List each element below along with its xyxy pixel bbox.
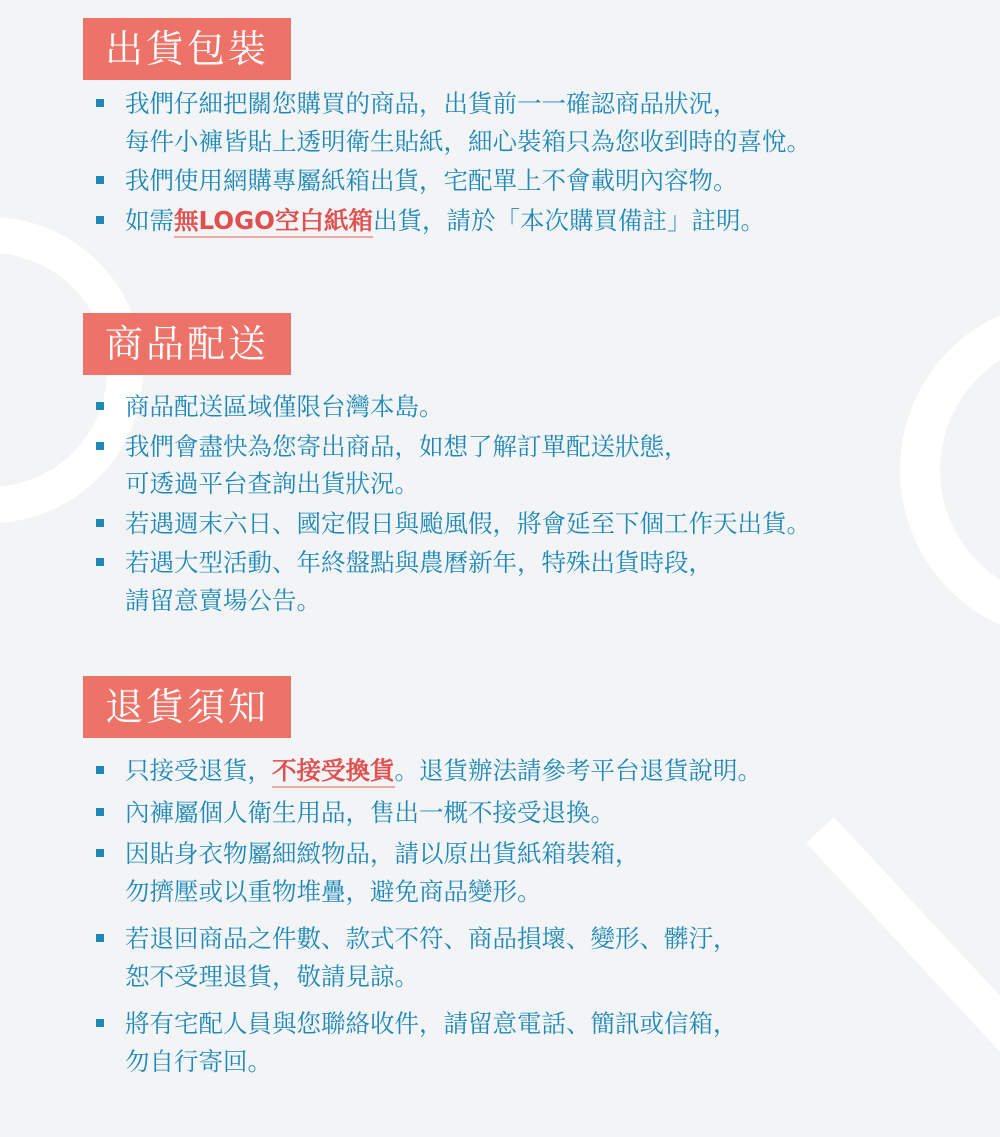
square-bullet-icon — [96, 849, 104, 857]
list-item — [96, 428, 811, 503]
item-text-before: 只接受退貨， — [125, 756, 272, 785]
highlight-text-no-logo-box: 無LOGO空白紙箱 — [174, 206, 373, 238]
list-item — [96, 835, 762, 910]
list-item — [96, 85, 811, 160]
list-item — [96, 162, 811, 200]
square-bullet-icon — [96, 934, 104, 942]
item-line: 恕不受理退貨，敬請見諒。 — [125, 961, 419, 991]
item-text-after: 出貨，請於「本次購買備註」註明。 — [373, 205, 766, 235]
packaging-list — [96, 85, 811, 239]
square-bullet-icon — [96, 1019, 104, 1027]
item-line: 若退回商品之件數、款式不符、商品損壞、變形、髒汙， — [125, 924, 738, 953]
item-line: 內褲屬個人衛生用品，售出一概不接受退換。 — [125, 797, 615, 827]
item-line: 請留意賣場公告。 — [125, 585, 321, 615]
item-line: 勿自行寄回。 — [125, 1046, 272, 1076]
list-item — [96, 505, 811, 543]
item-text-before: 如需 — [125, 205, 174, 235]
list-item — [96, 920, 762, 995]
square-bullet-icon — [96, 176, 104, 184]
item-line: 將有宅配人員與您聯絡收件，請留意電話、簡訊或信箱， — [125, 1009, 738, 1038]
item-line: 勿擠壓或以重物堆疊，避免商品變形。 — [125, 876, 542, 906]
square-bullet-icon — [96, 766, 104, 774]
square-bullet-icon — [96, 808, 104, 816]
section-heading-packaging: 出貨包裝 — [83, 18, 291, 80]
list-item — [96, 388, 811, 426]
square-bullet-icon — [96, 519, 104, 527]
list-item — [96, 794, 762, 832]
square-bullet-icon — [96, 402, 104, 410]
list-item — [96, 1005, 762, 1080]
list-item — [96, 202, 811, 240]
square-bullet-icon — [96, 216, 104, 224]
item-line: 可透過平台查詢出貨狀況。 — [125, 469, 419, 498]
list-item — [96, 544, 811, 619]
item-line: 若遇週末六日、國定假日與颱風假，將會延至下個工作天出貨。 — [125, 508, 811, 538]
delivery-list — [96, 388, 811, 619]
square-bullet-icon — [96, 99, 104, 107]
returns-list — [96, 752, 762, 1080]
item-line: 因貼身衣物屬細緻物品，請以原出貨紙箱裝箱， — [125, 839, 640, 868]
item-line: 商品配送區域僅限台灣本島。 — [125, 392, 444, 421]
section-heading-delivery: 商品配送 — [83, 313, 291, 375]
item-line — [125, 752, 762, 790]
square-bullet-icon — [96, 442, 104, 450]
square-bullet-icon — [96, 558, 104, 566]
highlight-text-no-exchange: 不接受換貨 — [272, 756, 395, 788]
item-line: 我們使用網購專屬紙箱出貨，宅配單上不會載明內容物。 — [125, 166, 738, 195]
section-heading-returns: 退貨須知 — [83, 676, 291, 738]
item-line — [125, 202, 811, 240]
item-line: 我們仔細把關您購買的商品，出貨前一一確認商品狀況， — [125, 89, 738, 118]
item-text-after: 。退貨辦法請參考平台退貨說明。 — [394, 756, 762, 785]
item-line: 我們會盡快為您寄出商品，如想了解訂單配送狀態， — [125, 431, 689, 461]
item-line: 若遇大型活動、年終盤點與農曆新年，特殊出貨時段， — [125, 548, 713, 577]
item-line: 每件小褲皆貼上透明衛生貼紙，細心裝箱只為您收到時的喜悅。 — [125, 126, 811, 156]
list-item — [96, 752, 762, 790]
